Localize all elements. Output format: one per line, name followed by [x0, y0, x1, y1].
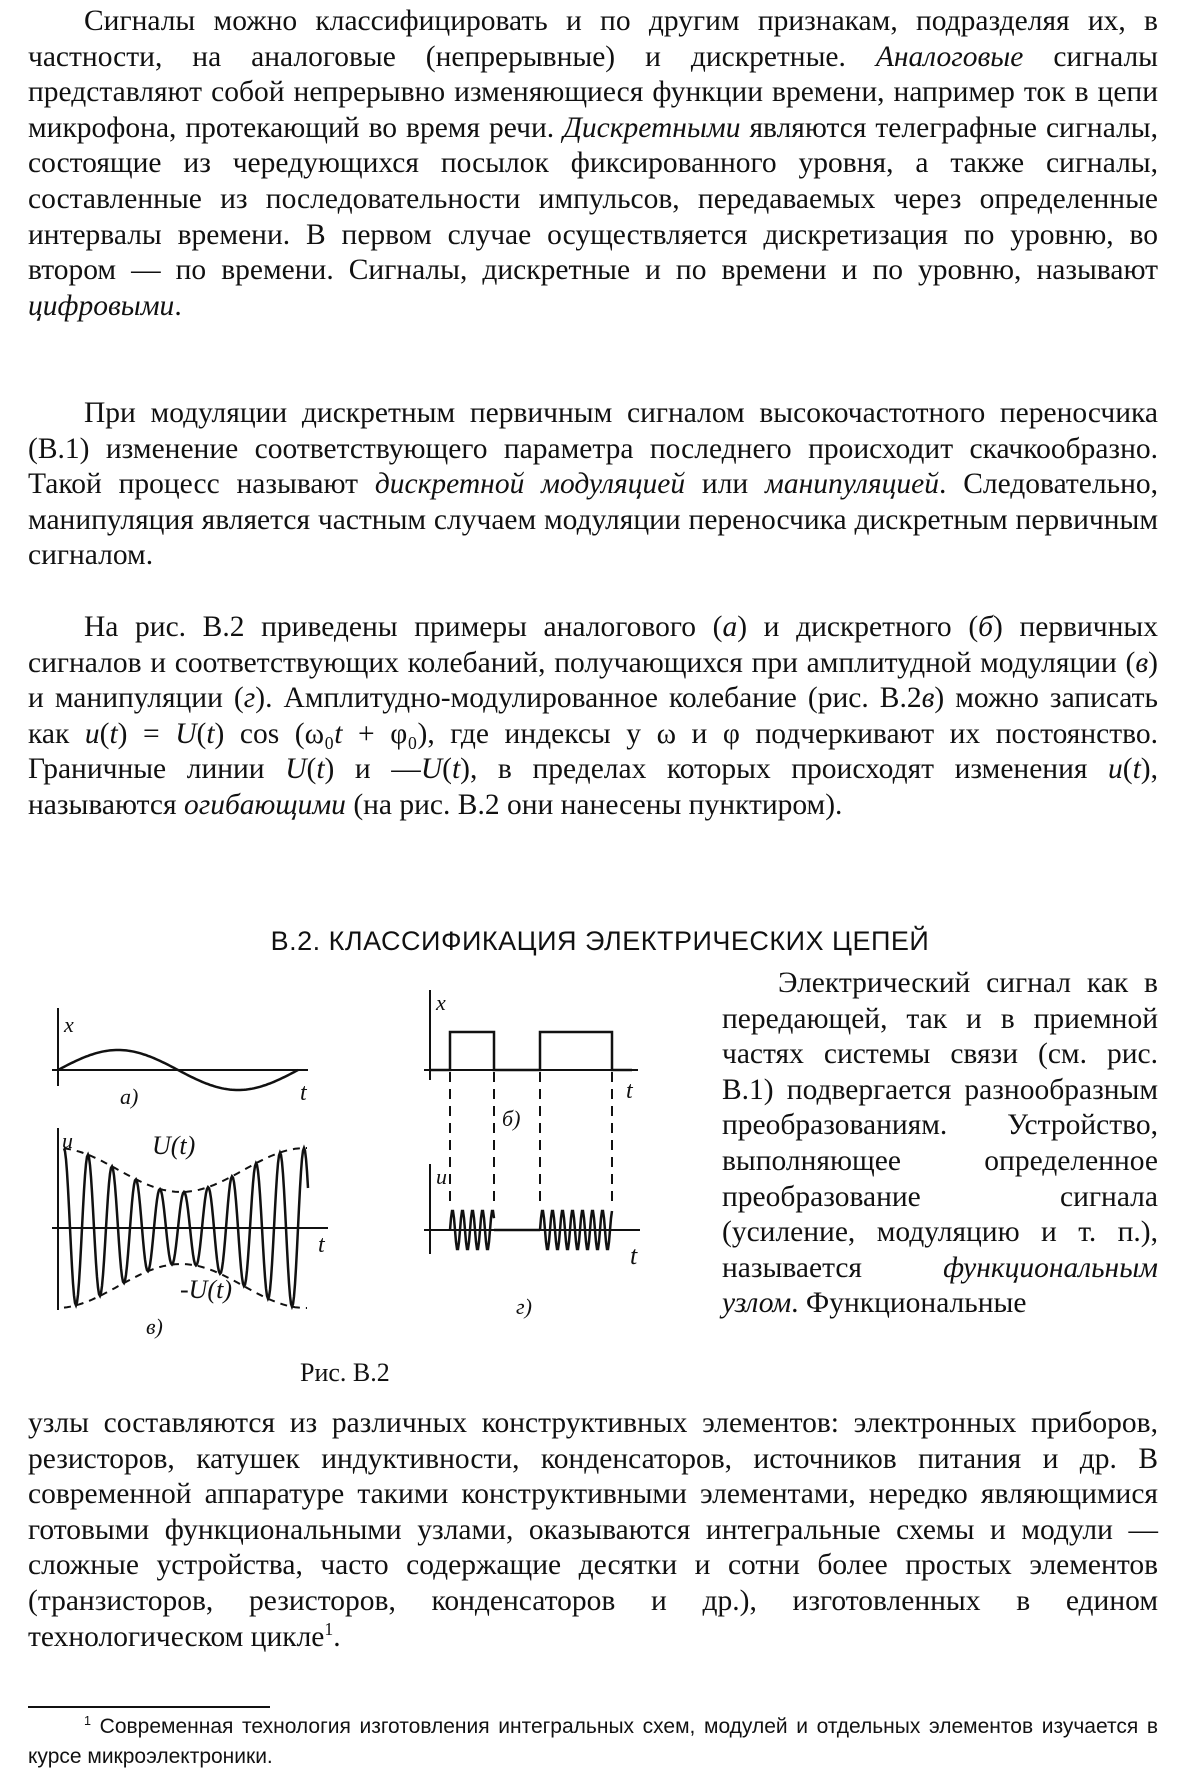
axis-label-t-b: t [626, 1078, 633, 1104]
axis-label-t-v: t [318, 1232, 325, 1258]
section-heading: В.2. КЛАССИФИКАЦИЯ ЭЛЕКТРИЧЕСКИХ ЦЕПЕЙ [270, 926, 930, 956]
footnote-mark: 1 [84, 1714, 92, 1728]
figure-caption: Рис. В.2 [300, 1358, 390, 1387]
axis-label-t-a: t [300, 1080, 307, 1106]
paragraph-signal-classification: Сигналы можно классифицировать и по другим признакам, подразделяя их, в частности, на аналоговые (непрерывные) и дискретные. Аналоговые сигналы представляют собой непрерывно изменяющиеся функции времени, например ток в цепи микрофона, протекающий во время речи. Дискретными являются телеграфные сигналы, состоящие из чередующихся посылок фиксированного уровня, а также сигналы, составленные из последовательности импульсов, передаваемых через определенные интервалы времени. В первом случае осуществляется дискретизация по уровню, во втором — по времени. Сигналы, дискретные и по времени и по уровню, называют цифровыми. [28, 5, 1158, 322]
panel-label-v: в) [146, 1314, 163, 1339]
discrete-signal-pulses [430, 1032, 632, 1070]
axis-label-u-v: u [62, 1128, 73, 1153]
paragraph-functional-node: Электрический сигнал как в передающей, так и в приемной частях системы связи (см. рис. В.1) подвергается разнообразным преобразованиям. Устройство, выполняющее определенное преобразование сигнала (усиление, модуляцию и т. п.), называется функциональным узлом. Функциональные [722, 967, 1158, 1320]
paragraph-discrete-modulation: При модуляции дискретным первичным сигналом высокочастотного переносчика (В.1) изменение соответствующего параметра последнего происходит скачкообразно. Такой процесс называют дискретной модуляцией или манипуляцией. Следовательно, манипуляция является частным случаем модуляции переносчика дискретным первичным сигналом. [28, 397, 1158, 572]
panel-label-b: б) [502, 1106, 521, 1131]
footnote-divider [28, 1706, 270, 1708]
footnote: $^1$ Современная технология изготовления интегральных схем, модулей и отдельных элементов изучается в курсе микроэлектроники. [28, 1714, 1158, 1768]
axis-label-u-g: u [436, 1164, 447, 1189]
envelope-label-top: U(t) [152, 1131, 196, 1160]
panel-label-a: а) [120, 1084, 139, 1109]
axis-label-x-a: x [64, 1012, 74, 1037]
paragraph-constructive-elements: узлы составляются из различных конструктивных элементов: электронных приборов, резисторов, катушек индуктивности, конденсаторов, источников питания и др. В современной аппаратуре такими конструктивными элементами, нередко являющимися готовыми функциональными узлами, оказываются интегральные схемы и модули — сложные устройства, часто содержащие десятки и сотни более простых элементов (транзисторов, резисторов, конденсаторов и др.), изготовленных в едином технологическом цикле$^1$. [28, 1407, 1158, 1653]
paragraph-figure-description: На рис. В.2 приведены примеры аналогового (а) и дискретного (б) первичных сигналов и соответствующих колебаний, получающихся при амплитудной модуляции (в) и манипуляции (г). Амплитудно-модулированное колебание (рис. В.2в) можно записать как u(t) = U(t) cos (ω₀t + φ₀), где индексы у ω и φ подчеркивают их постоянство. Граничные линии U(t) и —U(t), в пределах которых происходят изменения u(t), называются огибающими (на рис. В.2 они нанесены пунктиром). [28, 611, 1159, 821]
footnote-reference: 1 [324, 1618, 334, 1639]
axis-label-x-b: x [436, 990, 446, 1015]
figure-signals-svg [28, 968, 708, 1388]
axis-label-t-g: t [630, 1241, 638, 1270]
panel-label-g: г) [516, 1294, 532, 1319]
envelope-label-bottom: -U(t) [180, 1275, 232, 1304]
figure-signals [28, 968, 708, 1388]
